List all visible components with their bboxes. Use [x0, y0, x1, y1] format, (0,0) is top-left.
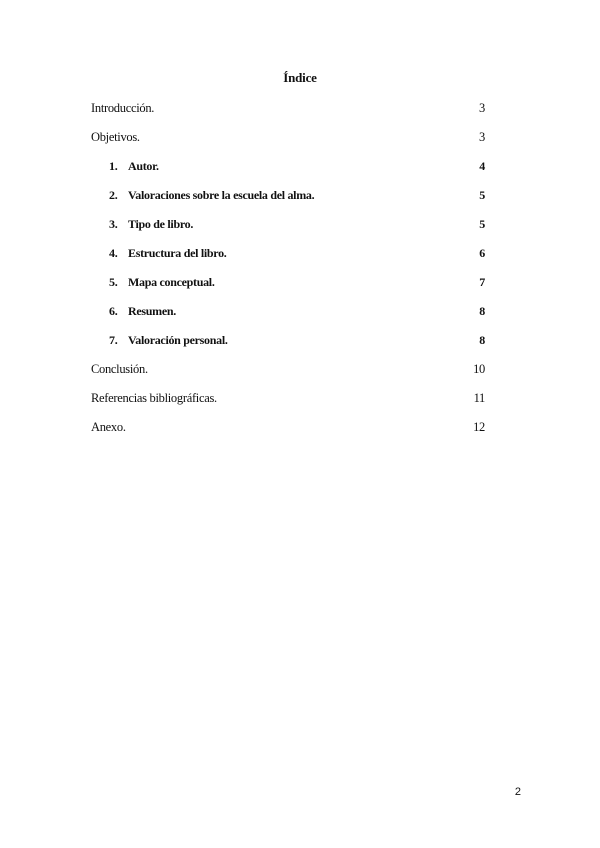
toc-subentry-label: Tipo de libro. [128, 217, 194, 231]
toc-subentry-page: 7 [479, 275, 485, 289]
toc-entry-page: 10 [473, 362, 485, 376]
toc-entry-label: Anexo. [91, 420, 126, 434]
toc-subentry-label: Estructura del libro. [128, 246, 227, 260]
toc-entry-label: Referencias bibliográficas. [91, 391, 217, 405]
toc-title: Índice [283, 70, 317, 85]
toc-subentry [91, 158, 487, 187]
toc-subentry-number: 4. [109, 246, 118, 260]
toc-subentry-page: 8 [479, 333, 485, 347]
toc-entry-page: 3 [479, 130, 485, 144]
toc-subentry-label: Valoraciones sobre la escuela del alma. [128, 188, 315, 202]
toc-entry [91, 129, 487, 158]
toc-entry-page: 11 [473, 391, 485, 405]
toc-list [91, 100, 487, 448]
toc-entry [91, 419, 487, 448]
toc-entry-page: 12 [473, 420, 485, 434]
toc-subentry-text [109, 274, 215, 290]
toc-subentry-page: 5 [479, 217, 485, 231]
toc-subentry-text [109, 303, 176, 319]
toc-subentry-label: Mapa conceptual. [128, 275, 215, 289]
toc-entry [91, 361, 487, 390]
toc-subentry-page: 4 [479, 159, 485, 173]
toc-subentry [91, 245, 487, 274]
toc-subentry-label: Valoración personal. [128, 333, 228, 347]
toc-subentry-page: 8 [479, 304, 485, 318]
toc-subentry-page: 6 [479, 246, 485, 260]
toc-subentry-page: 5 [479, 188, 485, 202]
toc-subentry-text [109, 245, 226, 261]
toc-subentry-text [109, 332, 228, 348]
toc-subentry [91, 303, 487, 332]
toc-entry [91, 390, 487, 419]
toc-subentry-label: Autor. [128, 159, 159, 173]
toc-entry-label: Objetivos. [91, 130, 140, 144]
toc-subentry [91, 274, 487, 303]
toc-entry-page: 3 [479, 101, 485, 115]
toc-subentry [91, 332, 487, 361]
toc-subentry [91, 216, 487, 245]
toc-subentry-text [109, 158, 159, 174]
toc-entry-label: Conclusión. [91, 362, 148, 376]
toc-subentry-number: 3. [109, 217, 118, 231]
toc-entry [91, 100, 487, 129]
toc-subentry-label: Resumen. [128, 304, 176, 318]
toc-subentry-number: 2. [109, 188, 118, 202]
toc-entry-label: Introducción. [91, 101, 155, 115]
toc-subentry [91, 187, 487, 216]
page-number: 2 [514, 786, 521, 798]
toc-subentry-text [109, 216, 193, 232]
toc-subentry-number: 1. [109, 159, 118, 173]
toc-subentry-number: 6. [109, 304, 118, 318]
toc-subentry-number: 5. [109, 275, 118, 289]
toc-subentry-number: 7. [109, 333, 118, 347]
toc-subentry-text [109, 187, 314, 203]
